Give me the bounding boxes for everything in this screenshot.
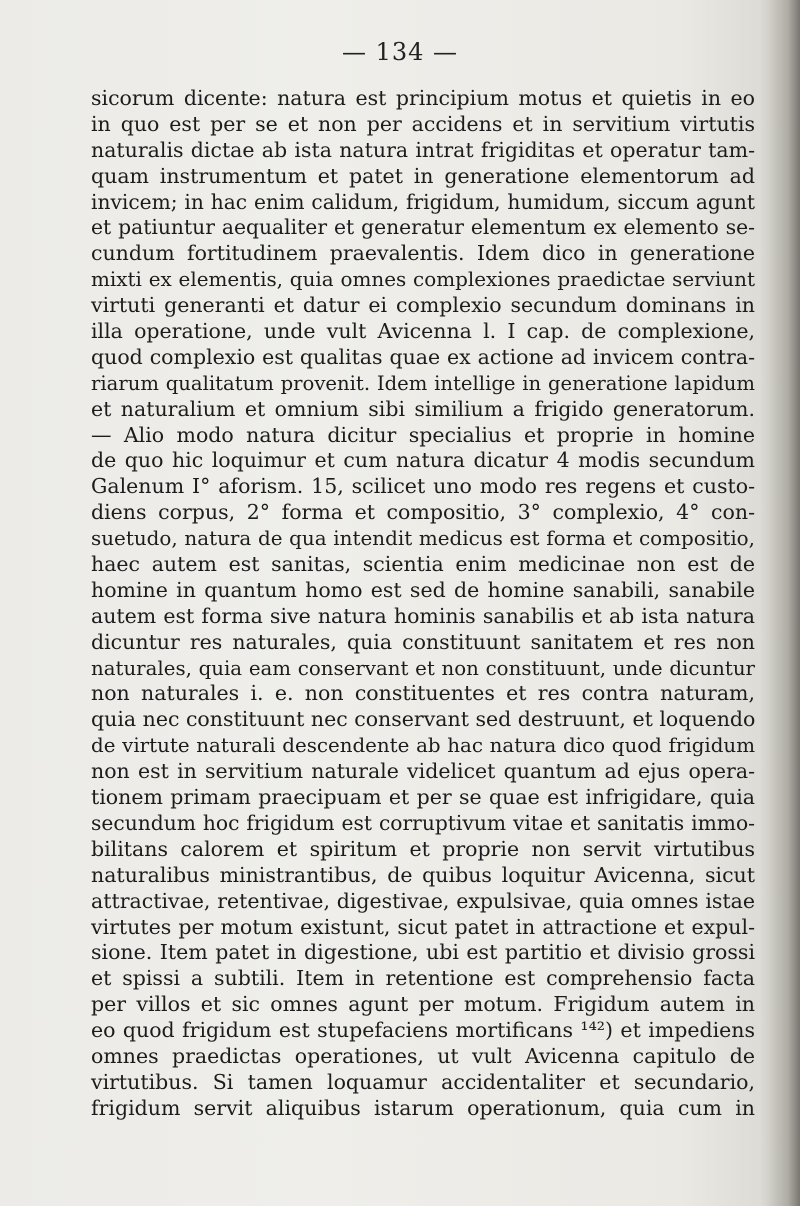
text-line: — Alio modo natura dicitur specialius et proprie in homine — [91, 422, 755, 447]
text-line: eo quod frigidum est stupefaciens mortificans ¹⁴²) et impediens — [91, 1018, 755, 1043]
text-line: frigidum servit aliquibus istarum operationum, quia cum in — [91, 1095, 755, 1120]
text-line: de quo hic loquimur et cum natura dicatur 4 modis secundum — [91, 448, 755, 473]
text-line: haec autem est sanitas, scientia enim medicinae non est de — [91, 552, 755, 577]
text-line: et spissi a subtili. Item in retentione est comprehensio facta — [91, 966, 755, 991]
text-line: virtutes per motum existunt, sicut patet in attractione et expul- — [91, 914, 755, 939]
text-line: bilitans calorem et spiritum et proprie non servit virtutibus — [91, 836, 755, 861]
text-line: quod complexio est qualitas quae ex actione ad invicem contra- — [91, 344, 755, 369]
text-line: autem est forma sive natura hominis sanabilis et ab ista natura — [91, 603, 755, 628]
text-line: non est in servitium naturale videlicet quantum ad ejus opera- — [91, 759, 755, 784]
page-number: — 134 — — [341, 38, 459, 66]
text-line: omnes praedictas operationes, ut vult Avicenna capitulo de — [91, 1043, 755, 1068]
text-line: sione. Item patet in digestione, ubi est partitio et divisio grossi — [91, 940, 755, 965]
text-line: quia nec constituunt nec conservant sed destruunt, et loquendo — [91, 707, 756, 732]
text-line: mixti ex elementis, quia omnes complexiones praedictae serviunt — [91, 267, 755, 292]
text-line: homine in quantum homo est sed de homine sanabili, sanabile — [91, 577, 755, 602]
body-text — [91, 86, 755, 1122]
text-line: tionem primam praecipuam et per se quae est infrigidare, quia — [91, 785, 755, 810]
text-line: naturales, quia eam conservant et non constituunt, unde dicuntur — [91, 656, 755, 680]
text-line: virtutibus. Si tamen loquamur accidentaliter et secundario, — [91, 1069, 755, 1094]
text-line: invicem; in hac enim calidum, frigidum, humidum, siccum agunt — [91, 189, 755, 214]
text-line: in quo est per se et non per accidens et in servitium virtutis — [91, 111, 755, 136]
text-line: et naturalium et omnium sibi similium a frigido generatorum. — [91, 396, 755, 421]
text-line: quam instrumentum et patet in generatione elementorum ad — [91, 163, 755, 188]
text-line: Galenum I° aforism. 15, scilicet uno modo res regens et custo- — [91, 474, 755, 499]
text-line: sicorum dicente: natura est principium motus et quietis in eo — [91, 86, 755, 110]
text-line: secundum hoc frigidum est corruptivum vitae et sanitatis immo- — [91, 810, 755, 835]
text-line: cundum fortitudinem praevalentis. Idem dico in generatione — [91, 241, 755, 266]
text-line: riarum qualitatum provenit. Idem intellige in generatione lapidum — [91, 371, 755, 395]
text-line: naturalibus ministrantibus, de quibus loquitur Avicenna, sicut — [91, 862, 755, 887]
text-line: naturalis dictae ab ista natura intrat frigiditas et operatur tam- — [91, 137, 755, 162]
text-line: illa operatione, unde vult Avicenna l. I cap. de complexione, — [91, 319, 755, 344]
text-line: et patiuntur aequaliter et generatur elementum ex elemento se- — [91, 215, 755, 240]
text-line: virtuti generanti et datur ei complexio secundum dominans in — [91, 293, 755, 318]
text-line: per villos et sic omnes agunt per motum. Frigidum autem in — [91, 992, 755, 1017]
text-line: diens corpus, 2° forma et compositio, 3° complexio, 4° con- — [91, 500, 755, 525]
text-line: suetudo, natura de qua intendit medicus est forma et compositio, — [91, 527, 755, 551]
text-line: attractivae, retentivae, digestivae, expulsivae, quia omnes istae — [91, 888, 755, 913]
text-line: dicuntur res naturales, quia constituunt sanitatem et res non — [91, 629, 755, 654]
text-line: non naturales i. e. non constituentes et res contra naturam, — [91, 681, 755, 706]
page-edge-shadow — [760, 0, 800, 1206]
text-line: de virtute naturali descendente ab hac natura dico quod frigidum — [91, 734, 755, 758]
